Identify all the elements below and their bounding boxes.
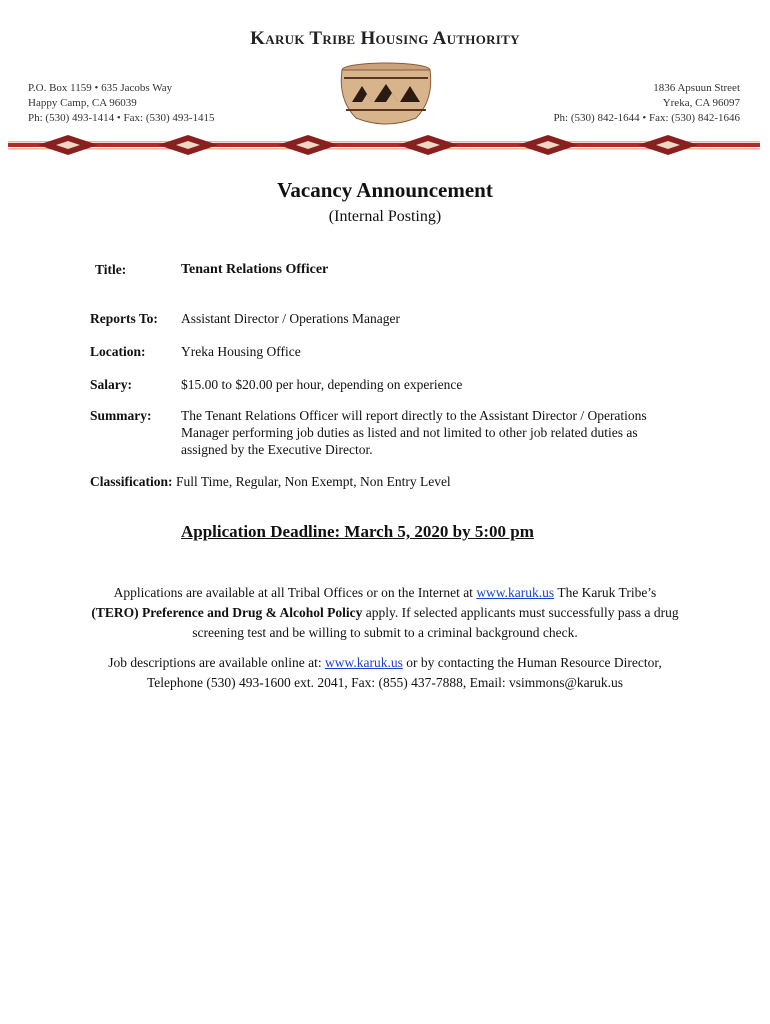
field-label: Reports To: [90, 311, 158, 326]
right-address-line: Yreka, CA 96097 [662, 97, 740, 109]
left-address [28, 81, 215, 126]
application-deadline: Application Deadline: March 5, 2020 by 5:00 pm [181, 522, 534, 541]
policy-text: (TERO) Preference and Drug & Alcohol Policy [91, 605, 363, 620]
right-address-line: Ph: (530) 842-1644 • Fax: (530) 842-1646 [553, 112, 740, 124]
job-description-paragraph [90, 653, 680, 693]
right-address [553, 81, 740, 126]
paragraph-text: apply. If selected applicants must successfully pass a drug screening test and be willing to submit to a criminal background check. [192, 605, 679, 640]
field-value: Assistant Director / Operations Manager [181, 311, 400, 326]
field-label: Title: [95, 262, 127, 277]
left-address-line: P.O. Box 1159 • 635 Jacobs Way [28, 82, 173, 94]
field-value: The Tenant Relations Officer will report directly to the Assistant Director / Operations Manager performing job duties as listed and not limited to other job related duties as assigned by the Executive Director. [181, 408, 647, 457]
organization-name: Karuk Tribe Housing Authority [250, 28, 520, 49]
page-subtitle: (Internal Posting) [328, 208, 442, 225]
paragraph-text: Job descriptions are available online at: [108, 655, 325, 670]
field-label: Summary: [90, 408, 152, 423]
paragraph-text: The Karuk Tribe’s [554, 585, 657, 600]
field-label: Classification: [90, 474, 173, 489]
right-address-line: 1836 Apsuun Street [653, 82, 740, 94]
field-value: Tenant Relations Officer [181, 262, 329, 277]
decorative-band [8, 130, 760, 160]
website-link[interactable]: www.karuk.us [324, 655, 403, 670]
page-title: Vacancy Announcement [277, 178, 493, 202]
field-value: $15.00 to $20.00 per hour, depending on experience [181, 377, 463, 392]
website-link[interactable]: www.karuk.us [476, 585, 555, 600]
letterhead [0, 0, 770, 160]
application-paragraph [90, 583, 680, 643]
paragraph-text: Applications are available at all Tribal Offices or on the Internet at [113, 585, 477, 600]
field-value: Full Time, Regular, Non Exempt, Non Entry Level [176, 474, 451, 489]
field-label: Salary: [90, 377, 132, 392]
left-address-line: Happy Camp, CA 96039 [28, 97, 137, 109]
left-address-line: Ph: (530) 493-1414 • Fax: (530) 493-1415 [28, 112, 215, 124]
basket-logo [334, 60, 438, 126]
paragraph-text: or by contacting the Human Resource Director, Telephone (530) 493-1600 ext. 2041, Fax: (855) 437-7888, Email: vsimmons@karuk.us [146, 655, 662, 690]
field-value: Yreka Housing Office [181, 344, 301, 359]
field-label: Location: [90, 344, 146, 359]
